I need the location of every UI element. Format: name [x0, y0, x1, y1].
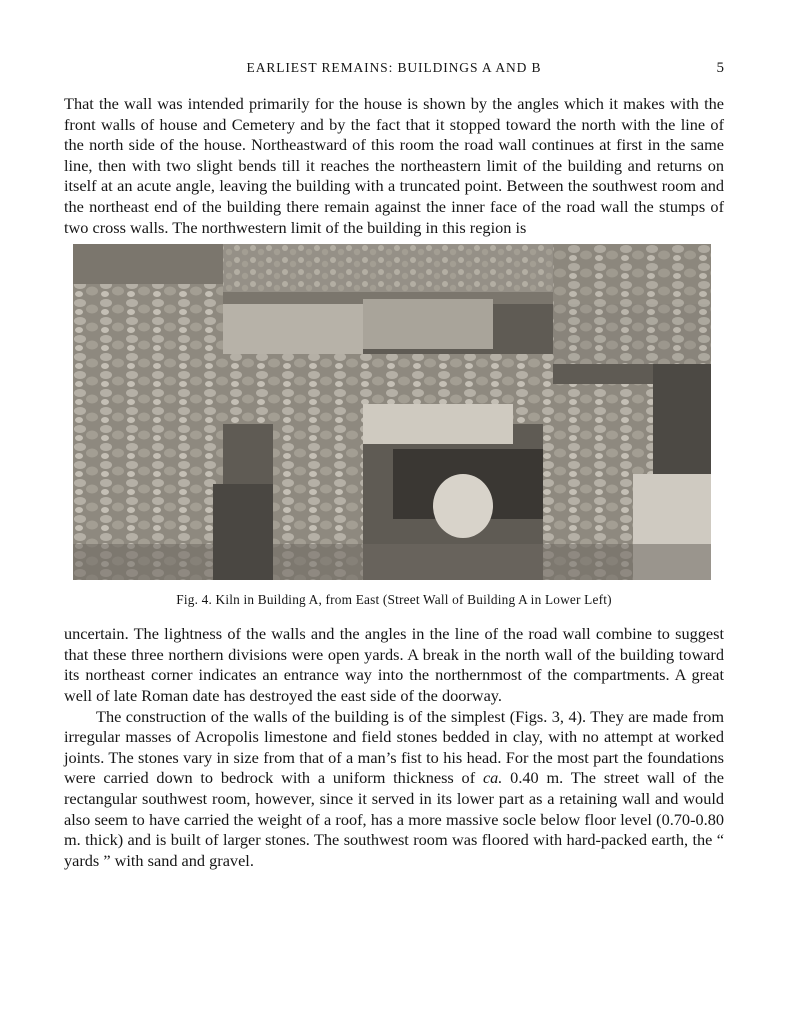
paragraph-3-part-a: The construction of the walls of the building is of the simplest (Figs. 3, 4). They are made from irregular masses of Acropolis limestone and field stones bedded in clay, with no attempt at worked joints. The stones vary in size from that of a man’s fist to his head. For the most part the foundations were carried down to bedrock with a uniform thickness of [64, 706, 724, 788]
running-head [64, 58, 724, 80]
paragraph-1: That the wall was intended primarily for the house is shown by the angles which it makes with the front walls of house and Cemetery and by the fact that it stopped toward the north with the line of the north side of the house. Northeastward of this room the road wall continues at first in the same line, then with two slight bends till it reaches the northeastern limit of the building and returns on itself at an acute angle, leaving the building with a truncated point. Between the southwest room and the northeast end of the building there remain against the inner face of the road wall the stumps of two cross walls. The northwestern limit of the building in this region is [64, 94, 724, 237]
kiln-photo-drawing [73, 244, 711, 580]
running-title: EARLIEST REMAINS: BUILDINGS A AND B [246, 60, 542, 75]
figure-caption: Fig. 4. Kiln in Building A, from East (Street Wall of Building A in Lower Left) [176, 592, 612, 608]
page [64, 58, 724, 871]
page-number: 5 [716, 60, 724, 76]
paragraph-2: uncertain. The lightness of the walls and the angles in the line of the road wall combine to suggest that these three northern divisions were open yards. A break in the north wall of the building toward its northeast corner indicates an entrance way into the northernmost of the compartments. A great well of late Roman date has destroyed the east side of the doorway. [64, 624, 724, 705]
kiln-photograph [73, 244, 711, 580]
circa-abbreviation: ca. [482, 768, 503, 788]
paragraph-3 [64, 707, 724, 872]
paragraph-3-part-b: 0.40 m. The street wall of the rectangular southwest room, however, since it served in its lower part as a retaining wall and would also seem to have carried the weight of a roof, has a more massive socle below floor level (0.70-0.80 m. thick) and is built of larger stones. The southwest room was floored with hard-packed earth, the “ yards ” with sand and gravel. [64, 768, 724, 870]
figure-4 [64, 244, 724, 608]
